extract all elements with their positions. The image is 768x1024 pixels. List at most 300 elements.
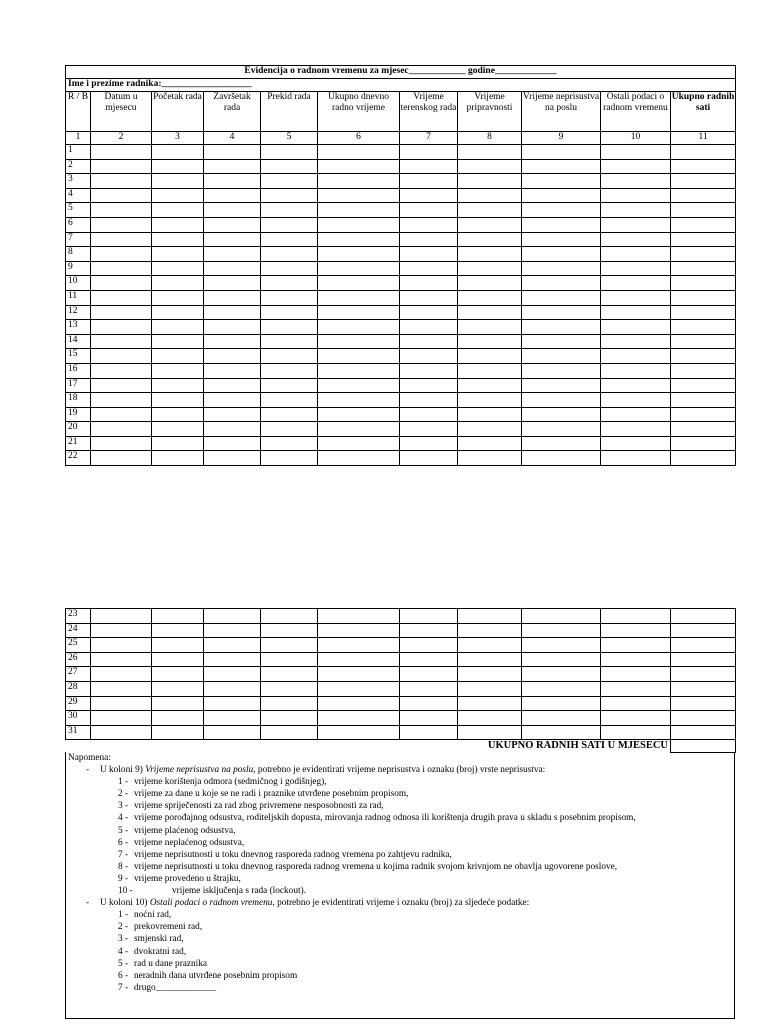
table-cell[interactable] [204, 247, 261, 262]
table-cell[interactable] [458, 320, 522, 335]
table-cell[interactable] [152, 725, 204, 740]
table-cell[interactable] [601, 276, 671, 291]
table-cell[interactable] [601, 363, 671, 378]
table-cell[interactable] [261, 159, 318, 174]
table-cell[interactable] [522, 159, 601, 174]
table-cell[interactable] [601, 305, 671, 320]
table-cell[interactable] [318, 378, 400, 393]
table-cell[interactable] [400, 276, 458, 291]
table-cell[interactable] [318, 174, 400, 189]
table-cell[interactable] [400, 681, 458, 696]
table-cell[interactable] [671, 290, 736, 305]
table-cell[interactable] [261, 638, 318, 653]
table-cell[interactable] [261, 188, 318, 203]
table-cell[interactable] [91, 159, 152, 174]
table-cell[interactable] [204, 451, 261, 466]
table-cell[interactable] [400, 247, 458, 262]
table-cell[interactable] [458, 696, 522, 711]
table-cell[interactable] [152, 159, 204, 174]
table-cell[interactable] [601, 188, 671, 203]
table-cell[interactable] [91, 667, 152, 682]
table-cell[interactable] [152, 378, 204, 393]
table-cell[interactable] [522, 320, 601, 335]
table-cell[interactable] [261, 652, 318, 667]
table-cell[interactable] [601, 261, 671, 276]
table-cell[interactable] [152, 276, 204, 291]
table-cell[interactable] [204, 725, 261, 740]
table-cell[interactable] [458, 652, 522, 667]
table-cell[interactable] [458, 378, 522, 393]
table-cell[interactable] [91, 247, 152, 262]
table-cell[interactable] [601, 334, 671, 349]
table-cell[interactable] [400, 378, 458, 393]
table-cell[interactable] [261, 174, 318, 189]
table-cell[interactable] [204, 290, 261, 305]
table-cell[interactable] [318, 609, 400, 624]
table-cell[interactable] [204, 609, 261, 624]
table-cell[interactable] [458, 451, 522, 466]
table-cell[interactable] [318, 451, 400, 466]
table-cell[interactable] [91, 174, 152, 189]
table-cell[interactable] [671, 696, 736, 711]
table-cell[interactable] [152, 638, 204, 653]
table-cell[interactable] [91, 609, 152, 624]
table-cell[interactable] [204, 363, 261, 378]
table-cell[interactable] [318, 667, 400, 682]
table-cell[interactable] [261, 451, 318, 466]
table-cell[interactable] [458, 711, 522, 726]
table-cell[interactable] [204, 174, 261, 189]
table-cell[interactable] [400, 638, 458, 653]
table-cell[interactable] [671, 623, 736, 638]
table-cell[interactable] [458, 174, 522, 189]
table-cell[interactable] [601, 349, 671, 364]
table-cell[interactable] [318, 290, 400, 305]
table-cell[interactable] [261, 422, 318, 437]
table-cell[interactable] [522, 349, 601, 364]
table-cell[interactable] [318, 349, 400, 364]
table-cell[interactable] [458, 203, 522, 218]
table-cell[interactable] [318, 393, 400, 408]
table-cell[interactable] [601, 436, 671, 451]
table-cell[interactable] [458, 623, 522, 638]
table-cell[interactable] [400, 334, 458, 349]
table-cell[interactable] [400, 407, 458, 422]
table-cell[interactable] [318, 261, 400, 276]
table-cell[interactable] [458, 276, 522, 291]
table-cell[interactable] [91, 696, 152, 711]
table-cell[interactable] [601, 290, 671, 305]
table-cell[interactable] [318, 725, 400, 740]
table-cell[interactable] [522, 623, 601, 638]
table-cell[interactable] [152, 696, 204, 711]
table-cell[interactable] [400, 203, 458, 218]
table-cell[interactable] [91, 320, 152, 335]
table-cell[interactable] [152, 349, 204, 364]
table-cell[interactable] [204, 145, 261, 160]
table-cell[interactable] [601, 652, 671, 667]
table-cell[interactable] [261, 667, 318, 682]
table-cell[interactable] [152, 681, 204, 696]
table-cell[interactable] [204, 378, 261, 393]
table-cell[interactable] [318, 711, 400, 726]
table-cell[interactable] [522, 217, 601, 232]
table-cell[interactable] [601, 451, 671, 466]
table-cell[interactable] [400, 436, 458, 451]
table-cell[interactable] [318, 652, 400, 667]
table-cell[interactable] [671, 378, 736, 393]
table-cell[interactable] [91, 203, 152, 218]
table-cell[interactable] [152, 436, 204, 451]
table-cell[interactable] [458, 232, 522, 247]
table-cell[interactable] [261, 393, 318, 408]
table-cell[interactable] [152, 451, 204, 466]
table-cell[interactable] [318, 145, 400, 160]
table-cell[interactable] [91, 451, 152, 466]
table-cell[interactable] [318, 422, 400, 437]
table-cell[interactable] [91, 623, 152, 638]
table-cell[interactable] [522, 696, 601, 711]
table-cell[interactable] [522, 305, 601, 320]
table-cell[interactable] [91, 422, 152, 437]
table-cell[interactable] [522, 422, 601, 437]
table-cell[interactable] [671, 232, 736, 247]
table-cell[interactable] [400, 623, 458, 638]
table-cell[interactable] [671, 363, 736, 378]
table-cell[interactable] [318, 334, 400, 349]
table-cell[interactable] [671, 393, 736, 408]
table-cell[interactable] [522, 363, 601, 378]
table-cell[interactable] [91, 711, 152, 726]
table-cell[interactable] [204, 217, 261, 232]
table-cell[interactable] [152, 393, 204, 408]
table-cell[interactable] [458, 667, 522, 682]
table-cell[interactable] [91, 261, 152, 276]
table-cell[interactable] [318, 638, 400, 653]
table-cell[interactable] [400, 363, 458, 378]
table-cell[interactable] [318, 436, 400, 451]
table-cell[interactable] [318, 696, 400, 711]
table-cell[interactable] [458, 407, 522, 422]
table-cell[interactable] [522, 652, 601, 667]
table-cell[interactable] [601, 247, 671, 262]
table-cell[interactable] [458, 609, 522, 624]
table-cell[interactable] [671, 320, 736, 335]
table-cell[interactable] [601, 393, 671, 408]
table-cell[interactable] [91, 638, 152, 653]
table-cell[interactable] [152, 145, 204, 160]
table-cell[interactable] [91, 145, 152, 160]
table-cell[interactable] [261, 363, 318, 378]
table-cell[interactable] [671, 174, 736, 189]
table-cell[interactable] [318, 681, 400, 696]
table-cell[interactable] [204, 436, 261, 451]
table-cell[interactable] [671, 436, 736, 451]
table-cell[interactable] [152, 174, 204, 189]
table-cell[interactable] [204, 276, 261, 291]
table-cell[interactable] [458, 217, 522, 232]
table-cell[interactable] [91, 349, 152, 364]
table-cell[interactable] [522, 203, 601, 218]
table-cell[interactable] [458, 725, 522, 740]
table-cell[interactable] [261, 623, 318, 638]
table-cell[interactable] [204, 623, 261, 638]
table-cell[interactable] [204, 696, 261, 711]
table-cell[interactable] [204, 711, 261, 726]
table-cell[interactable] [400, 393, 458, 408]
table-cell[interactable] [601, 725, 671, 740]
table-cell[interactable] [400, 145, 458, 160]
table-cell[interactable] [400, 217, 458, 232]
table-cell[interactable] [601, 174, 671, 189]
table-cell[interactable] [152, 363, 204, 378]
table-cell[interactable] [318, 247, 400, 262]
table-cell[interactable] [204, 652, 261, 667]
table-cell[interactable] [91, 232, 152, 247]
table-cell[interactable] [458, 247, 522, 262]
table-cell[interactable] [458, 145, 522, 160]
table-cell[interactable] [522, 609, 601, 624]
table-cell[interactable] [400, 159, 458, 174]
table-cell[interactable] [671, 407, 736, 422]
table-cell[interactable] [671, 261, 736, 276]
table-cell[interactable] [458, 159, 522, 174]
table-cell[interactable] [91, 217, 152, 232]
table-cell[interactable] [91, 276, 152, 291]
table-cell[interactable] [318, 217, 400, 232]
table-cell[interactable] [601, 159, 671, 174]
table-cell[interactable] [458, 290, 522, 305]
table-cell[interactable] [671, 188, 736, 203]
table-cell[interactable] [400, 451, 458, 466]
table-cell[interactable] [261, 261, 318, 276]
table-cell[interactable] [601, 667, 671, 682]
table-cell[interactable] [671, 276, 736, 291]
table-cell[interactable] [400, 667, 458, 682]
table-cell[interactable] [261, 378, 318, 393]
table-cell[interactable] [522, 638, 601, 653]
table-cell[interactable] [522, 334, 601, 349]
table-cell[interactable] [601, 696, 671, 711]
table-cell[interactable] [671, 247, 736, 262]
table-cell[interactable] [522, 232, 601, 247]
table-cell[interactable] [400, 349, 458, 364]
table-cell[interactable] [522, 681, 601, 696]
table-cell[interactable] [522, 436, 601, 451]
table-cell[interactable] [671, 451, 736, 466]
table-cell[interactable] [91, 188, 152, 203]
table-cell[interactable] [91, 290, 152, 305]
table-cell[interactable] [671, 145, 736, 160]
table-cell[interactable] [400, 290, 458, 305]
table-cell[interactable] [522, 451, 601, 466]
table-cell[interactable] [400, 174, 458, 189]
table-cell[interactable] [261, 247, 318, 262]
table-cell[interactable] [671, 217, 736, 232]
table-cell[interactable] [601, 407, 671, 422]
table-cell[interactable] [261, 349, 318, 364]
table-cell[interactable] [601, 623, 671, 638]
table-cell[interactable] [261, 232, 318, 247]
table-cell[interactable] [261, 217, 318, 232]
table-cell[interactable] [671, 609, 736, 624]
table-cell[interactable] [601, 145, 671, 160]
table-cell[interactable] [91, 305, 152, 320]
table-cell[interactable] [204, 667, 261, 682]
table-cell[interactable] [400, 696, 458, 711]
table-cell[interactable] [91, 334, 152, 349]
table-cell[interactable] [91, 725, 152, 740]
table-cell[interactable] [261, 203, 318, 218]
table-cell[interactable] [601, 711, 671, 726]
table-cell[interactable] [601, 681, 671, 696]
table-cell[interactable] [152, 188, 204, 203]
table-cell[interactable] [458, 681, 522, 696]
table-cell[interactable] [261, 320, 318, 335]
table-cell[interactable] [91, 393, 152, 408]
table-cell[interactable] [522, 667, 601, 682]
table-cell[interactable] [204, 422, 261, 437]
table-cell[interactable] [522, 378, 601, 393]
table-cell[interactable] [318, 232, 400, 247]
table-cell[interactable] [318, 363, 400, 378]
table-cell[interactable] [400, 188, 458, 203]
table-cell[interactable] [152, 407, 204, 422]
table-cell[interactable] [318, 305, 400, 320]
table-cell[interactable] [458, 305, 522, 320]
table-cell[interactable] [152, 652, 204, 667]
table-cell[interactable] [152, 334, 204, 349]
table-cell[interactable] [318, 188, 400, 203]
table-cell[interactable] [671, 681, 736, 696]
table-cell[interactable] [204, 638, 261, 653]
table-cell[interactable] [204, 349, 261, 364]
table-cell[interactable] [152, 217, 204, 232]
table-cell[interactable] [318, 203, 400, 218]
table-cell[interactable] [318, 407, 400, 422]
table-cell[interactable] [261, 696, 318, 711]
table-cell[interactable] [204, 159, 261, 174]
table-cell[interactable] [204, 334, 261, 349]
employee-name-field[interactable]: Ime i prezime radnika:___________________ [66, 79, 736, 92]
table-cell[interactable] [522, 407, 601, 422]
table-cell[interactable] [400, 320, 458, 335]
table-cell[interactable] [601, 203, 671, 218]
table-cell[interactable] [522, 393, 601, 408]
table-cell[interactable] [204, 203, 261, 218]
table-cell[interactable] [261, 725, 318, 740]
table-cell[interactable] [152, 320, 204, 335]
table-cell[interactable] [261, 145, 318, 160]
table-cell[interactable] [91, 681, 152, 696]
table-cell[interactable] [261, 407, 318, 422]
table-cell[interactable] [400, 422, 458, 437]
table-cell[interactable] [400, 305, 458, 320]
table-cell[interactable] [671, 305, 736, 320]
table-cell[interactable] [458, 261, 522, 276]
table-cell[interactable] [522, 261, 601, 276]
table-cell[interactable] [601, 638, 671, 653]
table-cell[interactable] [152, 609, 204, 624]
table-cell[interactable] [91, 652, 152, 667]
table-cell[interactable] [458, 349, 522, 364]
table-cell[interactable] [400, 652, 458, 667]
table-cell[interactable] [601, 217, 671, 232]
table-cell[interactable] [671, 652, 736, 667]
table-cell[interactable] [152, 232, 204, 247]
table-cell[interactable] [261, 681, 318, 696]
table-cell[interactable] [152, 247, 204, 262]
table-cell[interactable] [522, 174, 601, 189]
table-cell[interactable] [261, 711, 318, 726]
table-cell[interactable] [261, 334, 318, 349]
table-cell[interactable] [522, 247, 601, 262]
table-cell[interactable] [671, 159, 736, 174]
table-cell[interactable] [204, 261, 261, 276]
table-cell[interactable] [601, 378, 671, 393]
table-cell[interactable] [91, 436, 152, 451]
table-cell[interactable] [671, 349, 736, 364]
table-cell[interactable] [400, 725, 458, 740]
table-cell[interactable] [522, 145, 601, 160]
table-cell[interactable] [318, 623, 400, 638]
table-cell[interactable] [91, 407, 152, 422]
table-cell[interactable] [400, 609, 458, 624]
table-cell[interactable] [204, 681, 261, 696]
table-cell[interactable] [152, 667, 204, 682]
table-cell[interactable] [152, 422, 204, 437]
table-cell[interactable] [152, 261, 204, 276]
table-cell[interactable] [152, 203, 204, 218]
table-cell[interactable] [318, 276, 400, 291]
table-cell[interactable] [91, 378, 152, 393]
table-cell[interactable] [400, 232, 458, 247]
table-cell[interactable] [671, 667, 736, 682]
monthly-total-cell[interactable] [671, 740, 736, 753]
table-cell[interactable] [91, 363, 152, 378]
table-cell[interactable] [458, 393, 522, 408]
table-cell[interactable] [152, 305, 204, 320]
table-cell[interactable] [458, 363, 522, 378]
table-cell[interactable] [204, 305, 261, 320]
table-cell[interactable] [671, 638, 736, 653]
table-cell[interactable] [458, 638, 522, 653]
table-cell[interactable] [671, 203, 736, 218]
table-cell[interactable] [601, 609, 671, 624]
table-cell[interactable] [601, 320, 671, 335]
table-cell[interactable] [458, 422, 522, 437]
table-cell[interactable] [458, 436, 522, 451]
table-cell[interactable] [204, 320, 261, 335]
table-cell[interactable] [458, 334, 522, 349]
table-cell[interactable] [671, 725, 736, 740]
table-cell[interactable] [204, 393, 261, 408]
table-cell[interactable] [601, 422, 671, 437]
table-cell[interactable] [671, 334, 736, 349]
table-cell[interactable] [671, 711, 736, 726]
table-cell[interactable] [318, 320, 400, 335]
table-cell[interactable] [152, 711, 204, 726]
table-cell[interactable] [522, 276, 601, 291]
table-cell[interactable] [400, 711, 458, 726]
table-cell[interactable] [458, 188, 522, 203]
table-cell[interactable] [400, 261, 458, 276]
table-cell[interactable] [261, 290, 318, 305]
table-cell[interactable] [204, 407, 261, 422]
table-cell[interactable] [522, 188, 601, 203]
table-cell[interactable] [152, 290, 204, 305]
table-cell[interactable] [522, 711, 601, 726]
